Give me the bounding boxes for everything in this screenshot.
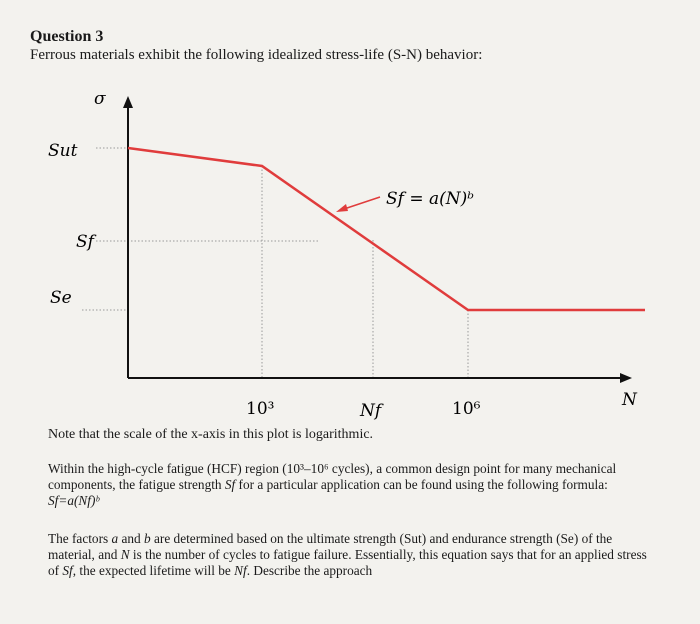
equation-label: Sf = a(N)ᵇ <box>386 189 475 209</box>
y-axis-symbol: σ <box>94 89 106 109</box>
x-tick-nf: Nf <box>360 401 382 421</box>
paragraph-hcf: Within the high-cycle fatigue (HCF) region (10³–10⁶ cycles), a common design point for many mechanical components, the fatigue strength Sf for a particular application can be found using the following formula: Sf=a(Nf)ᵇ <box>48 461 617 508</box>
x-axis-symbol: N <box>622 390 637 410</box>
equation-arrow <box>344 197 380 209</box>
note-log-scale: Note that the scale of the x-axis in this plot is logarithmic. <box>48 427 374 442</box>
label-sut: Sut <box>48 141 78 161</box>
guide-lines <box>82 148 468 378</box>
x-axis-arrow-icon <box>620 373 632 383</box>
paragraph-factors: The factors a and b are determined based on the ultimate strength (Sut) and endurance strength (Se) of the material, and N is the number of cycles to fatigue failure. Essentially, this equation says that for an applied stress of Sf, the expected lifetime will be Nf. Describe the approach <box>48 531 647 578</box>
label-sf: Sf <box>76 232 94 252</box>
equation-arrow-head-icon <box>336 204 348 212</box>
x-tick-1e3: 10³ <box>246 399 275 419</box>
question-title: Question 3 <box>30 28 104 45</box>
x-tick-1e6: 10⁶ <box>452 399 481 419</box>
question-intro: Ferrous materials exhibit the following idealized stress-life (S-N) behavior: <box>30 47 483 63</box>
label-se: Se <box>50 288 72 308</box>
y-axis-arrow-icon <box>123 96 133 108</box>
sn-curve-line <box>128 148 645 310</box>
